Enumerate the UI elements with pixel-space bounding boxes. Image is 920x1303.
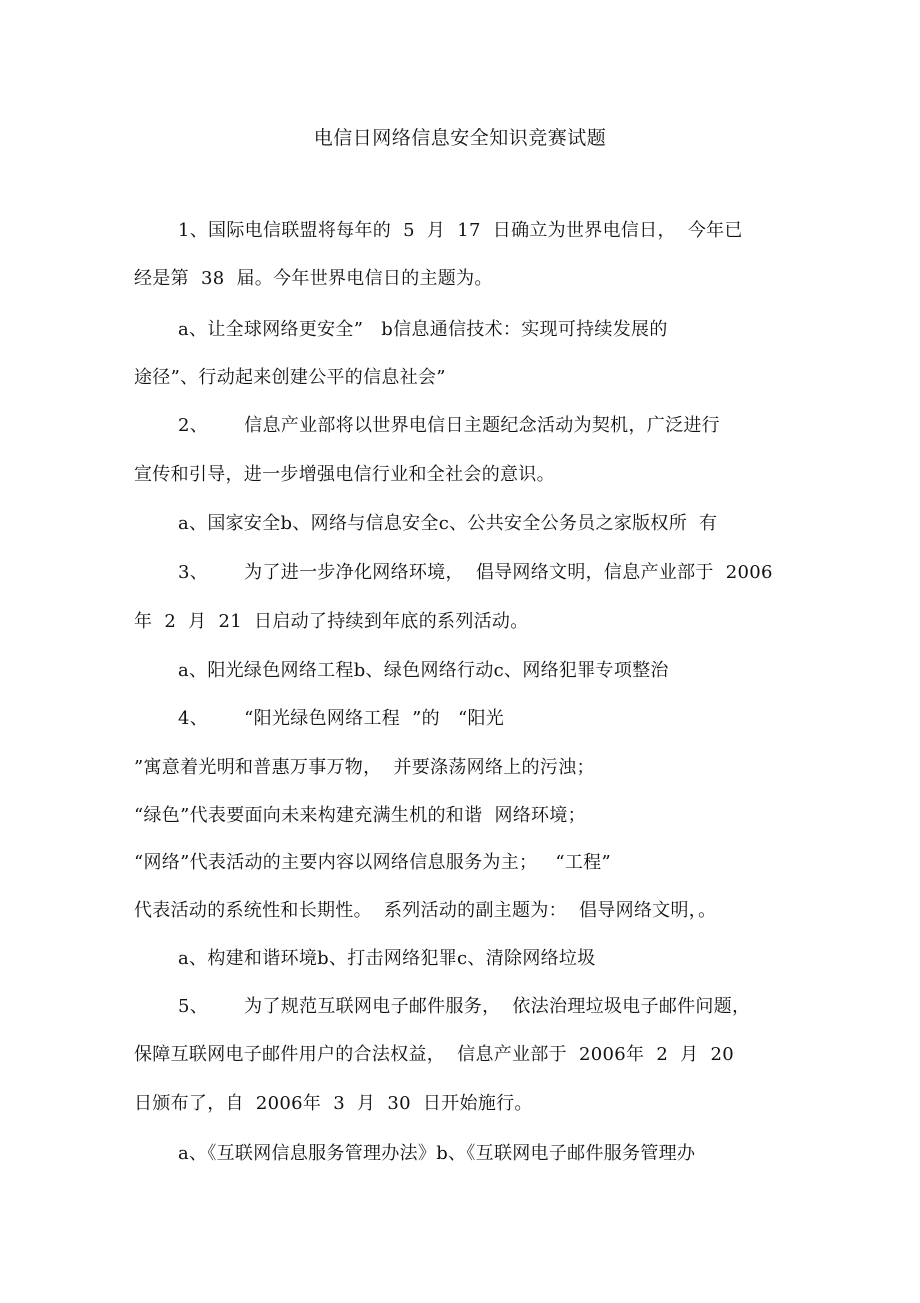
question-2-line-2: 宣传和引导，进一步增强电信行业和全社会的意识。 — [134, 464, 555, 485]
question-4-line-5: 代表活动的系统性和长期性。 系列活动的副主题为： 倡导网络文明，。 — [134, 900, 717, 921]
question-5-options-line-1: a、《互联网信息服务管理办法》b、《互联网电子邮件服务管理办 — [178, 1143, 696, 1164]
question-4-line-2: ”寓意着光明和普惠万事万物， 并要涤荡网络上的污浊； — [134, 757, 595, 778]
question-2-line-1: 2、 信息产业部将以世界电信日主题纪念活动为契机，广泛进行 — [178, 415, 720, 436]
question-3-options: a、阳光绿色网络工程b、绿色网络行动c、网络犯罪专项整治 — [178, 660, 669, 681]
document-title: 电信日网络信息安全知识竞赛试题 — [313, 127, 607, 149]
question-4-options: a、构建和谐环境b、打击网络犯罪c、清除网络垃圾 — [178, 948, 596, 969]
question-4-line-3: “绿色”代表要面向未来构建充满生机的和谐 网络环境； — [134, 805, 586, 826]
question-1-line-1: 1、国际电信联盟将每年的 5 月 17 日确立为世界电信日， 今年已 — [178, 220, 743, 241]
question-3-line-2: 年 2 月 21 日启动了持续到年底的系列活动。 — [134, 611, 529, 632]
question-5-line-1: 5、 为了规范互联网电子邮件服务， 依法治理垃圾电子邮件问题， — [178, 996, 751, 1017]
question-1-line-2: 经是第 38 届。今年世界电信日的主题为。 — [134, 268, 493, 289]
question-5-line-3: 日颁布了，自 2006年 3 月 30 日开始施行。 — [134, 1093, 533, 1114]
question-2-options: a、国家安全b、网络与信息安全c、公共安全公务员之家版权所 有 — [178, 513, 718, 534]
question-1-options-line-1: a、让全球网络更安全” b信息通信技术：实现可持续发展的 — [178, 319, 668, 340]
question-5-line-2: 保障互联网电子邮件用户的合法权益， 信息产业部于 2006年 2 月 20 — [134, 1044, 734, 1065]
question-4-line-4: “网络”代表活动的主要内容以网络信息服务为主； “工程” — [134, 852, 611, 873]
question-1-options-line-2: 途径”、行动起来创建公平的信息社会” — [134, 367, 446, 388]
question-3-line-1: 3、 为了进一步净化网络环境， 倡导网络文明，信息产业部于 2006 — [178, 562, 773, 583]
question-4-line-1: 4、 “阳光绿色网络工程 ”的 “阳光 — [178, 708, 505, 729]
